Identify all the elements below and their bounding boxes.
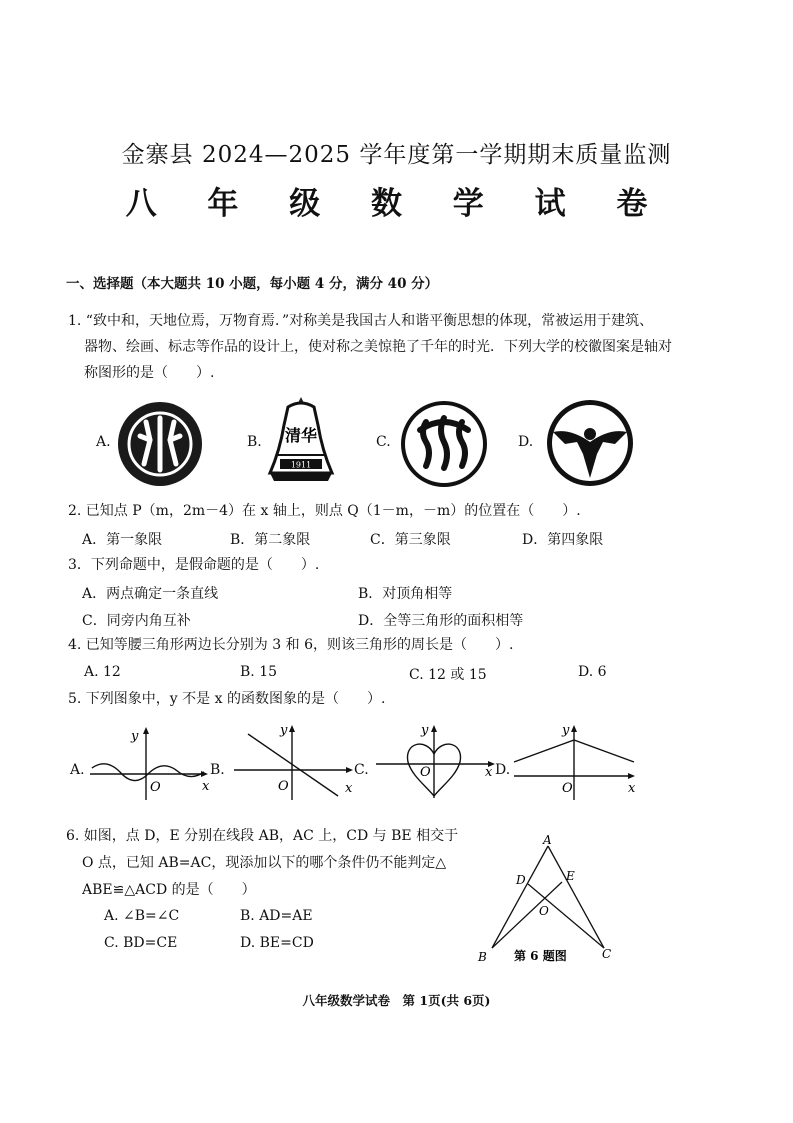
q4-option-b[interactable]: B. 15 <box>240 664 278 680</box>
q1-line2: 器物、绘画、标志等作品的设计上，使对称之美惊艳了千年的时光．下列大学的校徽图案是轴对 <box>84 339 672 355</box>
graph-d <box>512 720 640 802</box>
q2-option-d[interactable]: D．第四象限 <box>522 532 604 548</box>
point-c-label: C <box>602 947 612 961</box>
graph-c-origin: O <box>420 765 431 780</box>
q6-line3: ABE≌△ACD 的是（ ） <box>82 882 256 898</box>
q3-option-c[interactable]: C．同旁内角互补 <box>82 613 191 629</box>
graph-b <box>232 720 360 802</box>
figure-caption: 第 6 题图 <box>514 949 567 963</box>
bell-characters: 清华 <box>284 426 318 445</box>
q2-option-c[interactable]: C．第三象限 <box>370 532 451 548</box>
graph-d-y-label: y <box>562 723 570 738</box>
point-b-label: B <box>478 950 487 964</box>
q5-option-b-label: B. <box>210 762 225 778</box>
graph-c-x-label: x <box>485 765 493 780</box>
q5-option-d-label: D. <box>495 762 511 778</box>
q6-option-d[interactable]: D. BE=CD <box>240 935 314 951</box>
q1-option-b-label: B. <box>247 434 262 450</box>
exam-title-line1: 金寨县 2024—2025 学年度第一学期期末质量监测 <box>121 142 672 168</box>
point-o-label: O <box>539 904 549 918</box>
q4-stem: 4. 已知等腰三角形两边长分别为 3 和 6，则该三角形的周长是（ ）. <box>68 637 514 653</box>
graph-c-y-label: y <box>421 723 429 738</box>
q1-line1: 1. “致中和，天地位焉，万物育焉．”对称美是我国古人和谐平衡思想的体现，常被运用于建筑、 <box>68 313 654 329</box>
q6-option-b[interactable]: B. AD=AE <box>240 908 313 924</box>
q6-line1: 6. 如图，点 D，E 分别在线段 AB，AC 上，CD 与 BE 相交于 <box>66 828 459 844</box>
q4-option-c[interactable]: C. 12 或 15 <box>409 667 487 683</box>
exam-title-line2: 八 年 级 数 学 试 卷 <box>125 186 668 222</box>
graph-b-origin: O <box>278 779 289 794</box>
q4-option-d[interactable]: D. 6 <box>578 664 607 680</box>
point-d-label: D <box>516 873 526 887</box>
graph-d-origin: O <box>562 781 573 796</box>
graph-a-y-label: y <box>131 729 139 744</box>
emblem-a-icon <box>116 400 204 488</box>
q3-stem: 3．下列命题中，是假命题的是（ ）. <box>68 557 320 573</box>
graph-b-y-label: y <box>280 723 288 738</box>
graph-a-origin: O <box>150 780 161 795</box>
q3-option-b[interactable]: B．对顶角相等 <box>358 586 453 602</box>
q3-option-d[interactable]: D．全等三角形的面积相等 <box>358 613 524 629</box>
q6-triangle-figure <box>472 830 622 970</box>
page-footer: 八年级数学试卷 第 1页(共 6页) <box>302 993 491 1008</box>
q4-option-a[interactable]: A. 12 <box>84 664 121 680</box>
q3-option-a[interactable]: A．两点确定一条直线 <box>82 586 219 602</box>
graph-a-x-label: x <box>202 779 210 794</box>
q1-option-d-label: D. <box>518 434 534 450</box>
q1-line3: 称图形的是（ ）. <box>84 365 215 381</box>
emblem-d-icon <box>545 398 635 488</box>
q2-option-a[interactable]: A．第一象限 <box>82 532 163 548</box>
point-e-label: E <box>566 869 575 883</box>
section-heading: 一、选择题（本大题共 10 小题，每小题 4 分，满分 40 分） <box>66 276 439 292</box>
graph-d-x-label: x <box>628 781 636 796</box>
q6-line2: O 点，已知 AB=AC，现添加以下的哪个条件仍不能判定△ <box>82 855 447 871</box>
q6-option-a[interactable]: A. ∠B=∠C <box>104 908 180 924</box>
q2-option-b[interactable]: B．第二象限 <box>230 532 311 548</box>
q5-stem: 5. 下列图象中，y 不是 x 的函数图象的是（ ）. <box>68 691 386 707</box>
q6-option-c[interactable]: C. BD=CE <box>104 935 178 951</box>
point-a-label: A <box>543 833 552 847</box>
q2-stem: 2. 已知点 P（m，2m－4）在 x 轴上，则点 Q（1－m，－m）的位置在（ ）. <box>68 503 581 519</box>
q1-option-c-label: C. <box>376 434 391 450</box>
graph-c <box>374 720 504 802</box>
graph-a <box>88 722 213 802</box>
q5-option-c-label: C. <box>354 762 369 778</box>
q5-option-a-label: A. <box>70 762 85 778</box>
q1-option-a-label: A. <box>96 434 111 450</box>
emblem-b-bell-icon <box>266 395 336 485</box>
emblem-c-icon <box>400 400 488 488</box>
graph-b-x-label: x <box>345 781 353 796</box>
bell-year: 1911 <box>290 460 312 470</box>
